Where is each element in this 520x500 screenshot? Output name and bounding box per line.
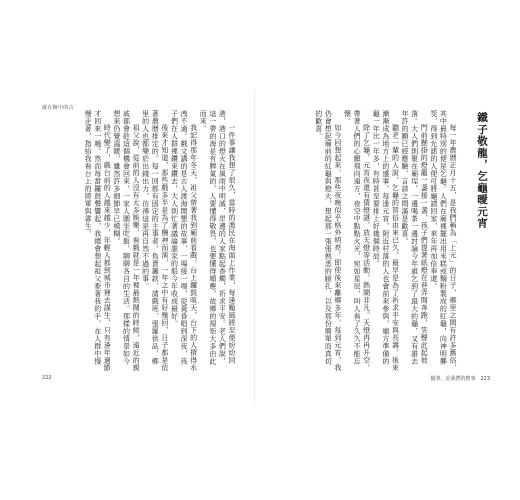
paragraph: 時代變了，戲台前的人越來越少，年輕人都到城市裡去謀生，只有逢年過節才回來一趟。然而每當鑼鼓聲響起，我總會想起祖父牽著我的手，在人群中慢慢走著，指給我看台上的將軍與書生。 [84,110,112,372]
chapter-title: 鐵子敬龍，乞龜曖元宵 [476,112,488,229]
right-page [264,90,504,405]
paragraph: 門前懸掛的燈籠一盞接一盞，孩子們提著紙燈在巷弄間奔跑，笑聲此起彼落。大人們則聚在廟埕，一邊喝茶一邊討論今年誰乞到了最大的龜，又有誰去年許的願已經應驗，言談之間滿是歡喜。 [401,110,429,365]
book-spread [6,90,514,405]
paragraph: 一件事讓我想了很久，當時的漁民在海面上作業，每逢颱風將至便紛紛回港，港口的燈火在風雨中明滅，岸邊的人家點起香燭，祈求平安。老人們說，這一帶的海是有脾氣的，人要懂得敬畏，也要懂得順應，故鄉的規矩大多由此而來。 [199,110,236,365]
paragraph: 祖父說，從前的人沒有太多娛樂，看戲就是一年裡最熱鬧的時候，遠近的親戚都會趁這個機會回來，一家人圍坐吃飯，聊聊各自的生活。那樣的情景如今想來仍覺溫暖，雖然許多細節早已模糊。 [112,110,141,372]
page-number-left: 222 [42,375,52,381]
page-number-right: 隨筆，記我們的舊事 223 [430,376,490,382]
running-head: 歲在鏡中的古 [42,105,74,111]
paragraph: 除了乞龜，元宵夜還有猜燈謎、放天燈等活動，熱鬧非凡。天燈冉冉升空，帶著人們的心願飛向遠方，夜空中點點火光，宛如星辰，叫人看了久久不能忘懷。 [343,110,371,372]
paragraph: 如今回想起來，那些夜晚似乎格外明亮。即使後來離鄉多年，每到元宵，我仍會想起廟前的紅龜與燈火，想起那一張張熟悉的臉孔，以及那份簡單而真切的歡喜。 [314,110,342,372]
left-page [16,90,255,405]
paragraph: 我記得那年冬天，祖父帶著我到廟前看戲，台上鑼鼓喧天，台下的人擠得水洩不通。戲文講的是古人渡海開墾的故事，一場接一場，從黃昏唱到深夜，孩子們在人群裡鑽來鑽去，大人則忙著議論誰家的船今年收成最好。 [170,110,198,372]
paragraph: 每一年農曆正月十五，是我們稱為「上元」的日子，鄉里之間有許多舊俗，其中最特別的便是乞龜。人們在廟裡擺出用米糕或麵粉製成的紅龜，向神明擲筊，得到允諾的人便可將龜請回家，來年再加倍奉還。 [429,110,457,372]
paragraph: 聽老一輩的人說，乞龜的習俗由來已久，最早是為了祈求平安與長壽，後來漸漸成為地方上的盛事。每逢元宵，附近村落的人也會前來參與，廟方準備的龜一年比一年多，有時甚至要排上好幾個時辰。 [372,110,400,372]
left-page-text [48,110,236,372]
right-page-text [272,110,457,372]
paragraph: 後來才知道，那些戲多半是為了酬神而演，一年之中有好幾回，日子都是依著農曆排定的。每一回都有固定的主事者，負責籌款、請戲班、張羅供品，鄉里的人也都樂於出錢出力，彷彿這是再自然不過的事。 [141,110,169,372]
